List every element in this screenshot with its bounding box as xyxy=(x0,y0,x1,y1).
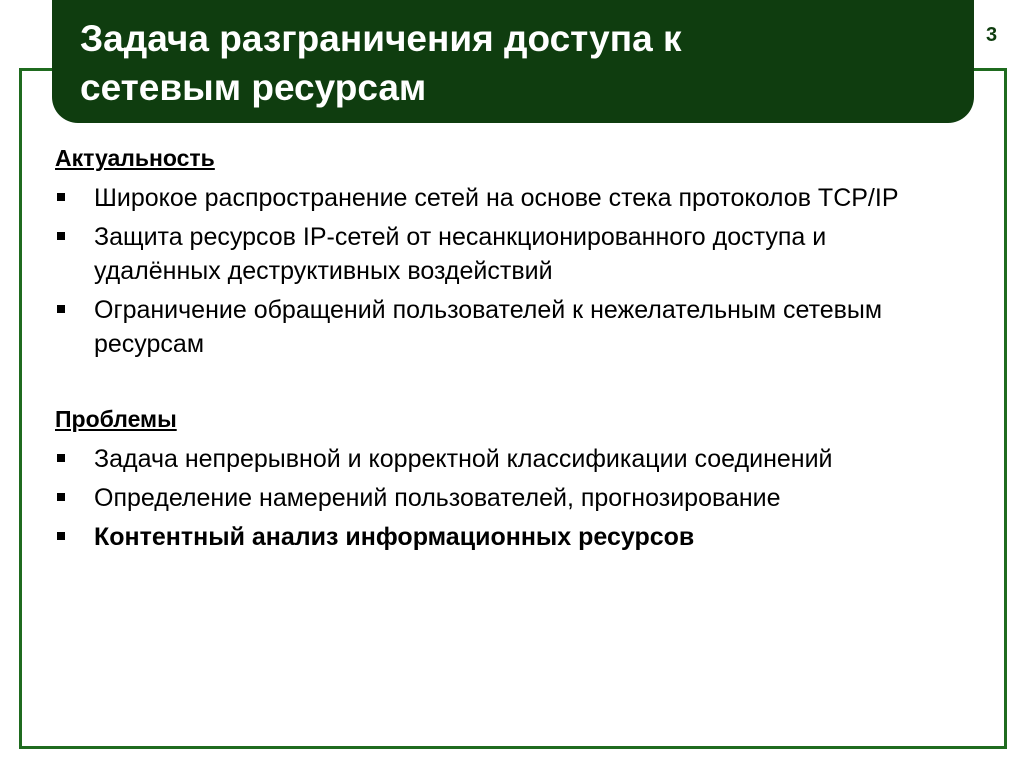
problems-list xyxy=(55,442,955,554)
list-item-text: Определение намерений пользователей, прогнозирование xyxy=(94,484,781,512)
slide-content xyxy=(55,140,955,554)
list-item xyxy=(55,481,955,515)
section-heading-problems: Проблемы xyxy=(55,406,177,432)
list-item xyxy=(55,220,955,288)
list-item-bold xyxy=(55,520,955,554)
list-item-text: Ограничение обращений пользователей к нежелательным сетевым ресурсам xyxy=(94,296,883,358)
square-bullet-icon xyxy=(57,454,65,462)
list-item-text: Контентный анализ информационных ресурсов xyxy=(94,523,695,551)
section-heading-relevance: Актуальность xyxy=(55,145,215,171)
square-bullet-icon xyxy=(57,193,65,201)
square-bullet-icon xyxy=(57,493,65,501)
title-line-1: Задача разграничения доступа к xyxy=(80,18,682,59)
list-item xyxy=(55,293,955,361)
list-item-text: Задача непрерывной и корректной классификации соединений xyxy=(94,445,833,473)
list-item-text: Широкое распространение сетей на основе стека протоколов TCP/IP xyxy=(94,184,899,212)
list-item-text: Защита ресурсов IP-сетей от несанкционированного доступа и удалённых деструктивных воздействий xyxy=(94,223,827,285)
list-item xyxy=(55,442,955,476)
slide-title xyxy=(80,14,940,112)
relevance-list xyxy=(55,181,955,361)
square-bullet-icon xyxy=(57,532,65,540)
page-number: 3 xyxy=(986,24,998,46)
list-item xyxy=(55,181,955,215)
square-bullet-icon xyxy=(57,232,65,240)
title-line-2: сетевым ресурсам xyxy=(80,67,427,108)
square-bullet-icon xyxy=(57,305,65,313)
